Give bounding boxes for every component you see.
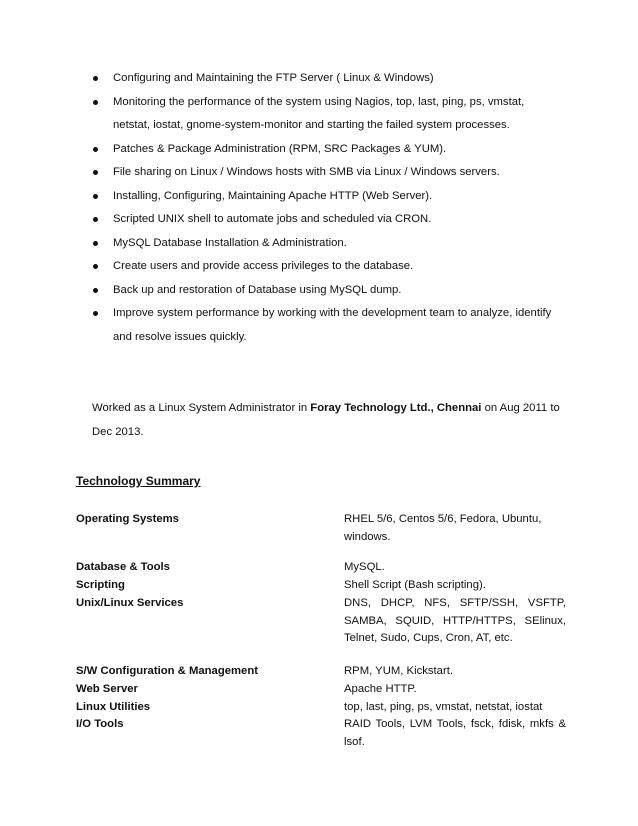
bullet-icon	[93, 100, 98, 105]
summary-label: Database & Tools	[76, 561, 170, 573]
list-item: Monitoring the performance of the system using Nagios, top, last, ping, ps, vmstat, netstat, iostat, gnome-system-monitor and starting the failed system processes.	[92, 91, 562, 138]
summary-label: I/O Tools	[76, 718, 124, 730]
list-item: Scripted UNIX shell to automate jobs and scheduled via CRON.	[92, 208, 562, 232]
bullet-icon	[93, 170, 98, 175]
summary-label: Unix/Linux Services	[76, 597, 184, 609]
summary-value: MySQL.	[344, 561, 385, 573]
bullet-icon	[93, 217, 98, 222]
summary-value: DNS, DHCP, NFS, SFTP/SSH, VSFTP, SAMBA, SQUID, HTTP/HTTPS, SElinux, Telnet, Sudo, Cups, Cron, AT, etc.	[344, 597, 566, 644]
summary-label: Scripting	[76, 579, 125, 591]
summary-label: S/W Configuration & Management	[76, 665, 259, 677]
list-item: Create users and provide access privileges to the database.	[92, 255, 562, 279]
summary-value: Shell Script (Bash scripting).	[344, 579, 486, 591]
summary-label: Web Server	[76, 683, 138, 695]
bullet-icon	[93, 311, 98, 316]
bullet-icon	[93, 264, 98, 269]
summary-value: top, last, ping, ps, vmstat, netstat, iostat	[344, 701, 543, 713]
bullet-icon	[93, 147, 98, 152]
bullet-icon	[93, 288, 98, 293]
bullet-icon	[93, 194, 98, 199]
list-item: File sharing on Linux / Windows hosts with SMB via Linux / Windows servers.	[92, 161, 562, 185]
summary-label: Operating Systems	[76, 513, 179, 525]
summary-value: RHEL 5/6, Centos 5/6, Fedora, Ubuntu, windows.	[344, 513, 542, 543]
bullet-icon	[93, 241, 98, 246]
list-item: MySQL Database Installation & Administration.	[92, 232, 562, 256]
list-item: Patches & Package Administration (RPM, SRC Packages & YUM).	[92, 138, 562, 162]
duties-list	[92, 67, 562, 349]
list-item: Installing, Configuring, Maintaining Apache HTTP (Web Server).	[92, 185, 562, 209]
summary-value: Apache HTTP.	[344, 683, 417, 695]
list-item: Configuring and Maintaining the FTP Server ( Linux & Windows)	[92, 67, 562, 91]
summary-value: RAID Tools, LVM Tools, fsck, fdisk, mkfs & lsof.	[344, 718, 566, 748]
company-name: Foray Technology Ltd., Chennai	[310, 402, 482, 414]
list-item: Back up and restoration of Database using MySQL dump.	[92, 279, 562, 303]
summary-label: Linux Utilities	[76, 701, 151, 713]
section-title: Technology Summary	[76, 474, 201, 488]
work-experience-line: Worked as a Linux System Administrator in Foray Technology Ltd., Chennai on Aug 2011 to Dec 2013.	[92, 402, 560, 438]
summary-value: RPM, YUM, Kickstart.	[344, 665, 454, 677]
bullet-icon	[93, 76, 98, 81]
list-item: Improve system performance by working with the development team to analyze, identify and resolve issues quickly.	[92, 302, 562, 349]
